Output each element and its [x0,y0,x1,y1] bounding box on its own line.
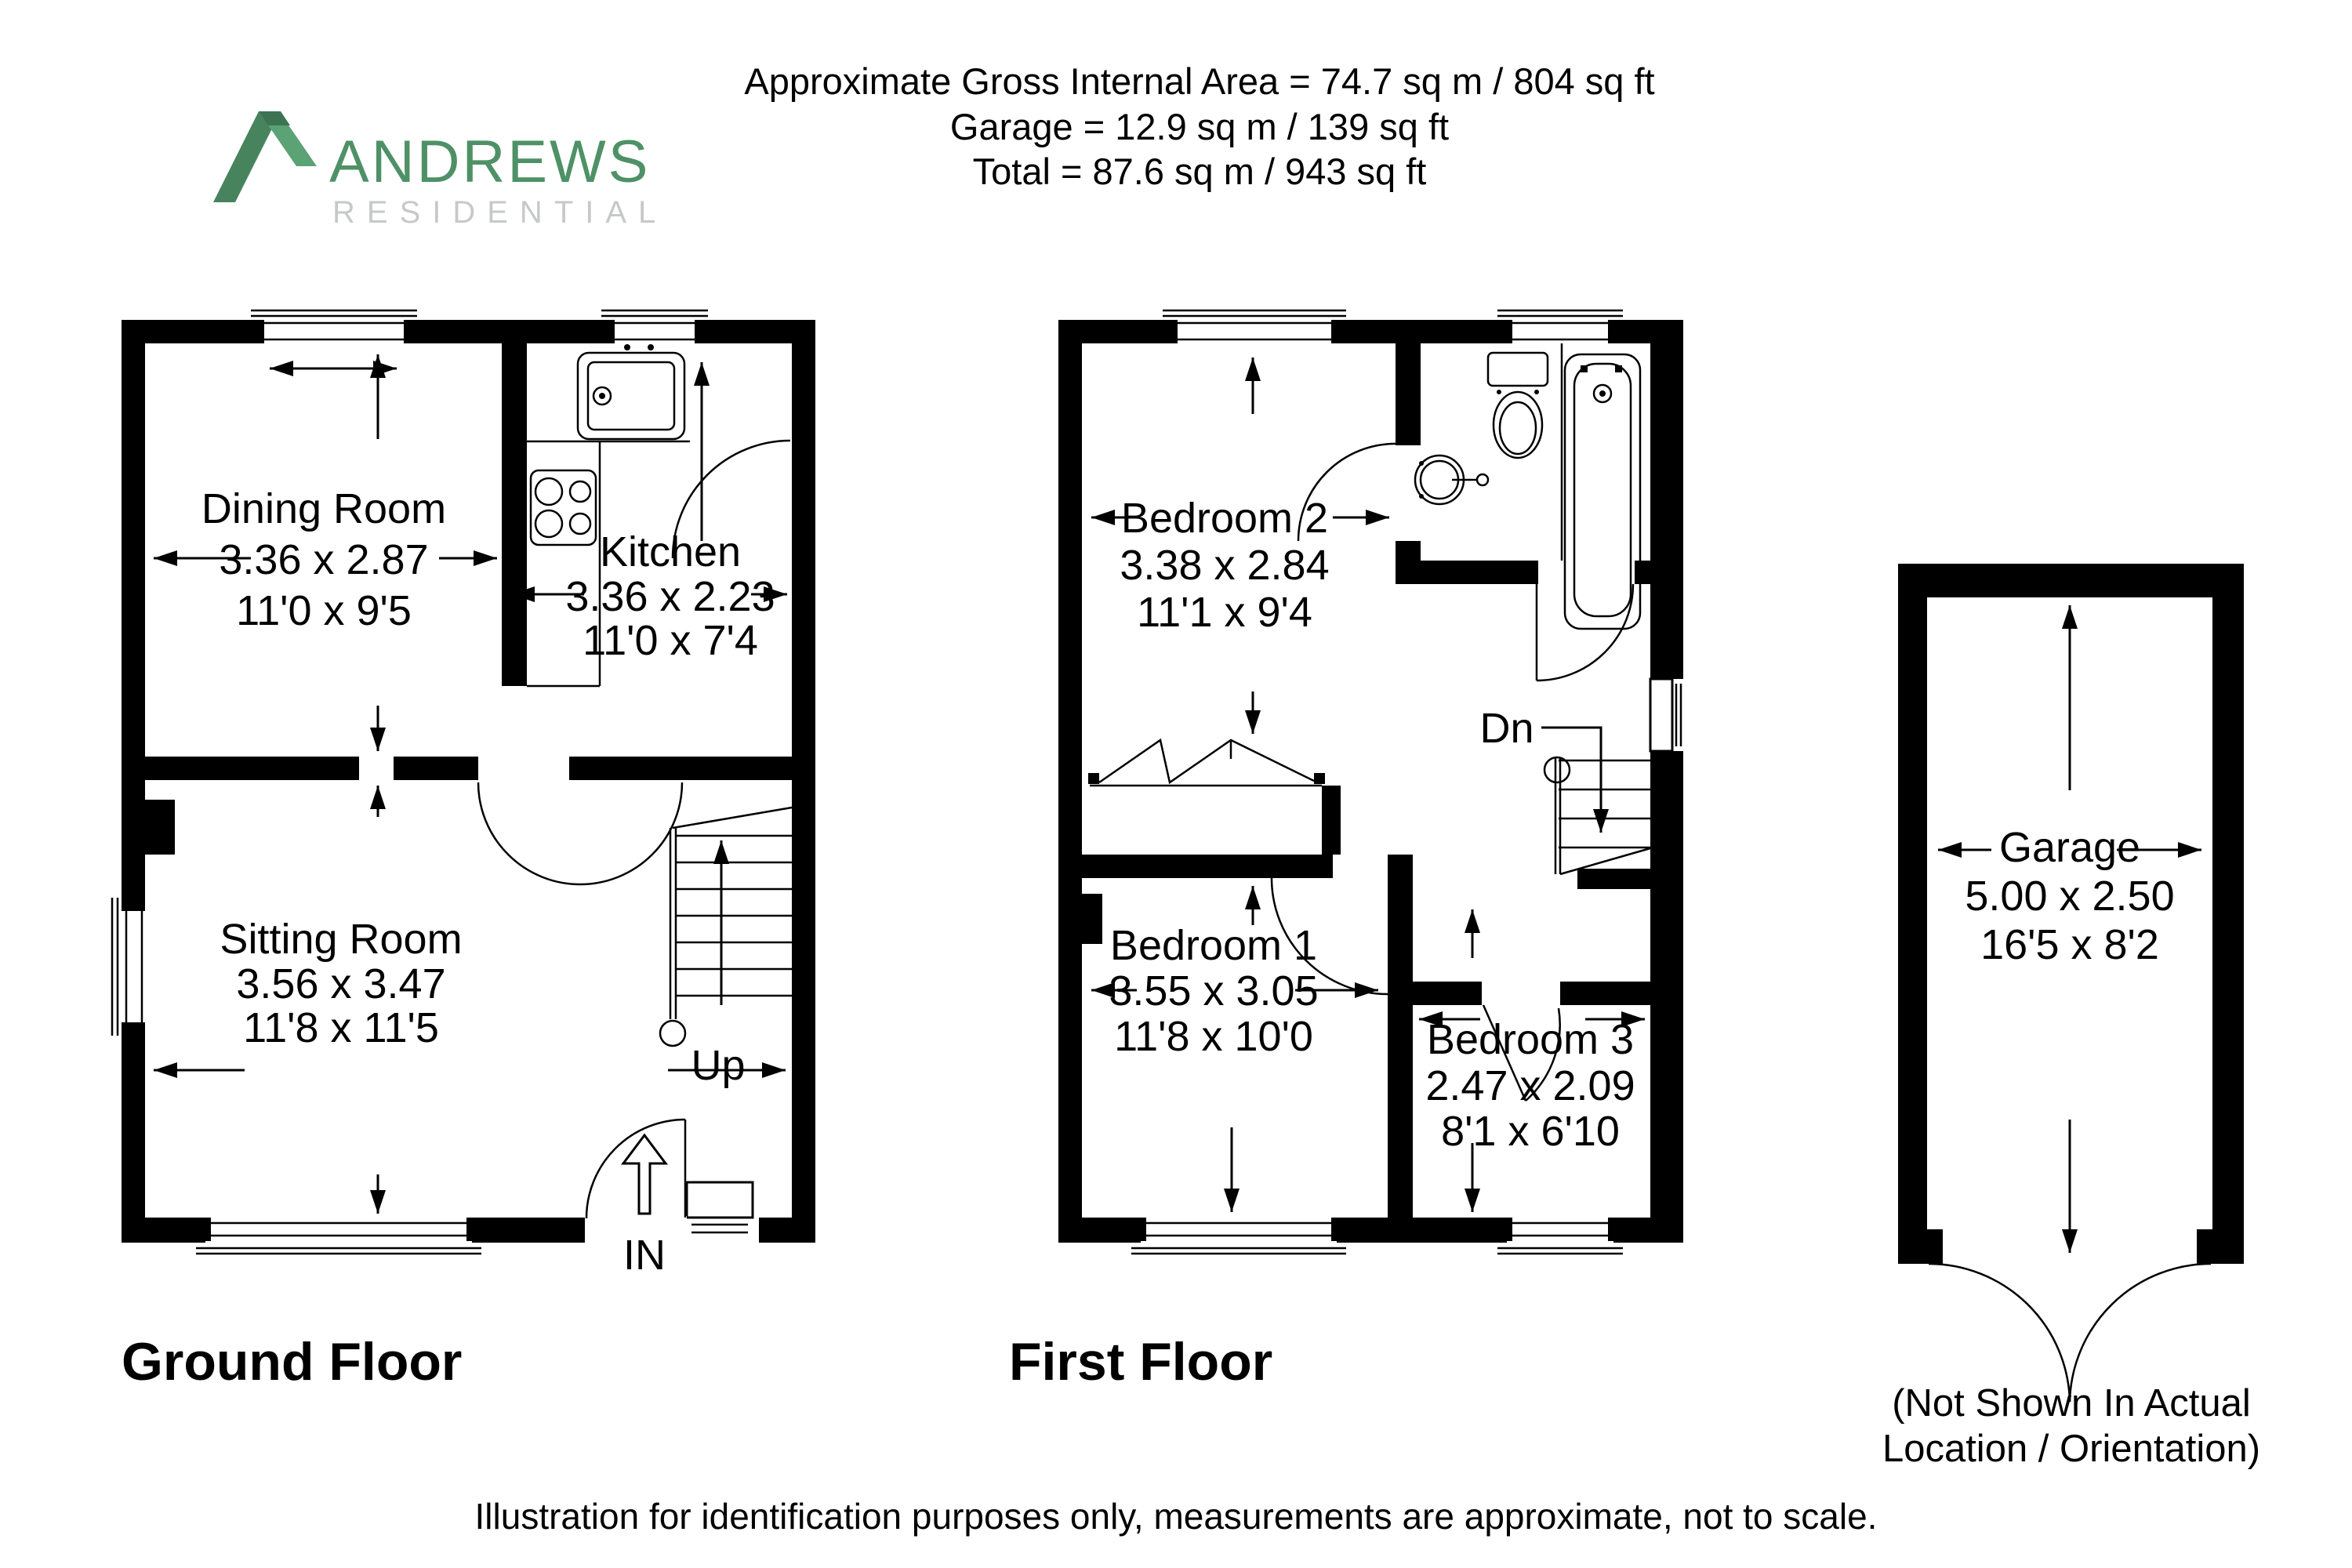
kitchen-name: Kitchen [599,528,742,575]
logo-subtitle-text: RESIDENTIAL [332,195,668,230]
ground-floor-plan [112,310,815,1392]
staircase-down [1541,728,1650,874]
toilet-icon [1488,353,1548,458]
bedroom1-label [1109,922,1318,1060]
header-line2: Garage = 12.9 sq m / 139 sq ft [949,106,1450,147]
wardrobe-icon [1088,740,1325,786]
kitchen-imperial: 11'0 x 7'4 [583,617,758,664]
garage-name: Garage [1998,824,2141,871]
garage-plan [1882,564,2260,1470]
dining-room-label [201,485,446,634]
header-area [744,60,1654,192]
sitting-name: Sitting Room [220,916,463,963]
header-line3: Total = 87.6 sq m / 943 sq ft [972,151,1427,192]
bedroom2-label [1120,495,1329,636]
dining-imperial: 11'0 x 9'5 [236,587,412,634]
hall-door-arcs [478,782,682,884]
first-floor-plan [1009,310,1685,1392]
bedroom2-metric: 3.38 x 2.84 [1120,542,1330,589]
garage-imperial: 16'5 x 8'2 [1980,921,2159,968]
hall-window [684,1182,759,1243]
kitchen-window [601,310,708,345]
basin-icon [1415,456,1488,504]
bathroom-door-arc [1537,584,1633,681]
bedroom2-imperial: 11'1 x 9'4 [1137,589,1312,636]
ground-outer-walls [122,320,815,1243]
header-line1: Approximate Gross Internal Area = 74.7 sq m / 804 sq ft [744,60,1655,102]
dining-name: Dining Room [201,485,447,532]
sitting-front-window [196,1216,481,1254]
bedroom3-metric: 2.47 x 2.09 [1425,1062,1635,1109]
ground-floor-title: Ground Floor [122,1332,463,1392]
garage-note-line1: (Not Shown In Actual [1892,1382,2251,1425]
entrance-label: IN [623,1232,666,1279]
bedroom3-label [1425,1016,1635,1155]
bedroom3-name: Bedroom 3 [1426,1016,1635,1063]
bedroom1-window [1131,1216,1346,1254]
garage-label [1965,824,2174,968]
sitting-side-window [112,898,147,1036]
stairs-down-label: Dn [1479,705,1534,752]
roof-icon [213,111,317,202]
stairs-up-label: Up [691,1042,746,1089]
bathroom-window [1497,310,1623,345]
landing-window [1649,679,1685,751]
first-floor-title: First Floor [1009,1332,1273,1392]
disclaimer-text: Illustration for identification purposes only, measurements are approximate, not to scale. [474,1496,1878,1537]
logo-brand-text: ANDREWS [329,129,651,195]
sitting-room-label [220,916,462,1051]
bedroom3-imperial: 8'1 x 6'10 [1441,1108,1620,1155]
hob-icon [531,470,596,545]
sitting-metric: 3.56 x 3.47 [236,960,446,1007]
bath-icon [1565,354,1640,629]
entrance-in-arrow-icon [623,1135,666,1214]
entrance-door [585,1120,687,1243]
sitting-imperial: 11'8 x 11'5 [243,1004,439,1051]
dining-metric: 3.36 x 2.87 [219,536,429,583]
kitchen-sink-icon [578,344,684,439]
bedroom3-window [1497,1216,1623,1254]
kitchen-metric: 3.36 x 2.23 [565,573,775,620]
bedroom2-window [1163,310,1346,345]
bedroom1-name: Bedroom 1 [1109,922,1318,969]
garage-door-arcs [1929,1264,2211,1402]
dining-window [251,310,417,345]
kitchen-label [565,528,775,664]
garage-note-line2: Location / Orientation) [1882,1428,2261,1470]
garage-metric: 5.00 x 2.50 [1965,873,2175,920]
bedroom1-metric: 3.55 x 3.05 [1109,967,1319,1014]
andrews-residential-logo [213,111,667,230]
bedroom2-name: Bedroom 2 [1120,495,1329,542]
bedroom1-imperial: 11'8 x 10'0 [1114,1013,1313,1060]
staircase-up [660,808,792,1046]
